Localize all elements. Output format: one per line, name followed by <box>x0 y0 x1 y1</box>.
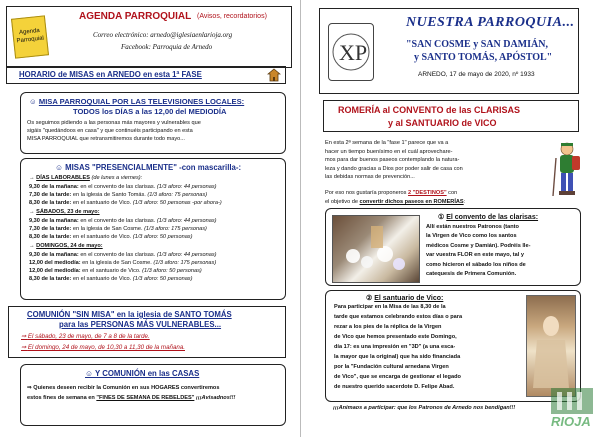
logo-line-2: Parroquial <box>16 35 45 45</box>
destino-2-title: El santuario de Vico: <box>374 295 444 302</box>
schedule-place: en el convento de las clarisas. <box>80 184 157 190</box>
laborables-label <box>29 175 142 181</box>
intro-lines-line: leza y dando gracias a Dios por poder salir de casa con <box>325 165 463 172</box>
intro-para-a: Por eso nos gustaría proponeros <box>325 190 409 196</box>
destino2-lines-line: por la "Fundación cultural arnedana Virgen <box>334 364 449 370</box>
destino2-lines-line: de nuestro querido sacerdote D. Felipe Abad. <box>334 384 455 390</box>
destino2-lines-line: tarde que estamos celebrando estos días o para <box>334 314 463 320</box>
closing-message: ¡¡¡Animaos a participar: que los Patronos de Arnedo nos bendigan!!! <box>333 405 516 411</box>
destino2-lines-line: la mayor que la original) que ha sido financiada <box>334 354 461 360</box>
agenda-logo <box>11 15 49 58</box>
agenda-email: Correo electrónico: arnedo@iglesiaenlarioja.org <box>93 31 233 39</box>
rioja-watermark <box>549 386 595 432</box>
romeria-line1: ROMERÍA al CONVENTO de las CLARISAS <box>338 105 521 115</box>
schedule-time: 8,30 de la tarde: <box>29 234 73 240</box>
intro-lines-line: En esta 2ª semana de la "fase 1" parece que va a <box>325 140 449 146</box>
sin-misa-title-line1: COMUNIÓN "SIN MISA" en la iglesia de SANTO TOMÁS <box>27 310 232 319</box>
agenda-facebook: Facebook: Parroquia de Arnedo <box>121 43 213 51</box>
schedule-row <box>29 184 217 190</box>
schedule-time: 12,00 del mediodía: <box>29 268 83 274</box>
schedule-place: en la iglesia de San Cosme. <box>82 260 154 266</box>
casas-line2 <box>27 395 235 401</box>
schedule-capacity: (1/3 aforo: 175 personas) <box>153 260 217 266</box>
destino1-lines-line: médicos Cosme y Damián). Podréis lle- <box>426 242 531 249</box>
casas-line1 <box>27 385 219 391</box>
romeria-line2: y al SANTUARIO de VICO <box>388 118 497 128</box>
casas-line2-b: "FINES DE SEMANA DE REBELDES" <box>96 395 195 401</box>
schedule-capacity: (1/3 aforo: 175 personas) <box>144 226 207 232</box>
destino-2-box <box>325 290 581 402</box>
schedule-capacity: (1/3 aforo: 50 personas) <box>132 276 193 282</box>
schedule-place: en el santuario de Vico. <box>72 200 133 206</box>
destino2-lines-line: rezar a los pies de la réplica de la Virgen <box>334 324 442 330</box>
horario-title: HORARIO de MISAS en ARNEDO en esta 1ª FASE <box>19 70 202 79</box>
casas-line2-c: ¡¡¡Avisadnos!!! <box>194 395 236 401</box>
hiker-illustration <box>545 140 589 200</box>
destino1-lines-line: catequesis de Primera Comunión. <box>426 271 517 277</box>
sin-misa-item-1-text: El sábado, 23 de mayo, de 7 a 8 de la tarde. <box>27 333 150 340</box>
destino-1-box <box>325 208 581 286</box>
intro-para-c: con <box>446 190 458 196</box>
tv-mass-body-line3: MISA PARROQUIAL que retransmitiremos durante todo mayo... <box>27 136 185 142</box>
agenda-header <box>6 6 292 68</box>
presencial-title <box>55 163 241 172</box>
destino-1-title: El convento de las clarisas: <box>446 214 539 221</box>
destino1-lines-line: como hicieron el sábado los niños de <box>426 261 526 268</box>
schedule-row <box>29 200 222 206</box>
schedule-place: en el santuario de Vico. <box>82 268 143 274</box>
schedule-row <box>29 276 192 282</box>
schedule-time: 12,00 del mediodía: <box>29 260 83 266</box>
sabados-label-text: SÁBADOS, 23 de mayo: <box>36 209 100 215</box>
smile-icon: ☺ <box>85 369 95 378</box>
arrow-icon: → <box>29 175 37 181</box>
schedule-row <box>29 218 217 224</box>
schedule-capacity: (1/3 aforo: 75 personas) <box>147 192 208 198</box>
schedule-place: en el santuario de Vico. <box>72 276 133 282</box>
domingos-label <box>29 243 103 249</box>
destino-1-heading <box>438 213 538 221</box>
sin-misa-title-line2: para las PERSONAS MÁS VULNERABLES... <box>59 320 222 329</box>
chi-rho-logo <box>328 23 374 81</box>
schedule-row <box>29 268 202 274</box>
casas-title <box>85 369 199 378</box>
casas-line2-a: estos fines de semana en <box>27 395 97 401</box>
schedule-place: en la iglesia de San Cosme. <box>72 226 145 232</box>
intro-lines-line: las debidas normas de prevención... <box>325 174 415 181</box>
saints-line1: "SAN COSME y SAN DAMIÁN, <box>406 39 548 50</box>
svg-text:XP: XP <box>339 40 368 65</box>
schedule-place: en la iglesia de Santo Tomás. <box>72 192 148 198</box>
intro-lines-line: mos para dar buenos paseos contemplando la natura- <box>325 157 460 164</box>
house-icon <box>267 68 281 82</box>
destino-1-number: ① <box>438 214 445 221</box>
right-page <box>300 0 600 437</box>
casas-line1-text: Quienes deseen recibir la Comunión en sus HOGARES convertiremos <box>33 385 220 391</box>
sabados-label <box>29 209 100 215</box>
schedule-capacity: (1/3 aforo: 50 personas) <box>142 268 202 274</box>
schedule-time: 8,30 de la tarde: <box>29 276 73 282</box>
schedule-row <box>29 226 207 232</box>
smile-icon: ☺ <box>55 163 66 172</box>
intro-paragraph-line1 <box>325 190 457 196</box>
sin-misa-item-1 <box>21 333 150 340</box>
casas-title-text: Y COMUNIÓN en las CASAS <box>95 369 200 378</box>
arrow-icon: ⇒ <box>21 344 28 351</box>
arrow-icon: → <box>29 209 37 215</box>
presencial-title-text: MISAS "PRESENCIALMENTE" -con mascarilla-: <box>65 163 242 172</box>
schedule-row <box>29 192 207 198</box>
schedule-place: en el santuario de Vico. <box>72 234 133 240</box>
romeria-banner <box>323 100 579 132</box>
tv-mass-title-line1 <box>29 97 244 106</box>
casas-box <box>20 364 286 426</box>
tv-mass-box <box>20 92 286 154</box>
tv-mass-title-line2: TODOS los DÍAS a las 12,00 del MEDIODÍA <box>73 107 227 116</box>
horario-banner <box>6 66 286 84</box>
destino1-lines-line: Allí están nuestros Patronos (tanto <box>426 224 519 230</box>
tv-mass-body-line1: Os seguimos pidiendo a las personas más mayores y vulnerables que <box>27 120 201 126</box>
destino-2-number: ② <box>366 295 373 302</box>
schedule-time: 7,30 de la tarde: <box>29 192 73 198</box>
destino1-lines-line: var vuestra FLOR en este mayo, tal y <box>426 252 524 259</box>
arrow-icon: ⇒ <box>27 385 34 391</box>
tv-mass-body-line2: sigáis "quedándoos en casa" y que continuéis participando en esta <box>27 128 193 134</box>
schedule-capacity: (1/3 aforo: 44 personas) <box>156 252 217 258</box>
destino1-lines-line: la Virgen de Vico como los santos <box>426 233 517 240</box>
intro-para-line2-c: : <box>463 199 466 205</box>
logo-line-1: Agenda <box>18 27 41 37</box>
schedule-capacity: (1/3 aforo: 44 personas) <box>156 218 217 224</box>
intro-para-line2-b: convertir dichos paseos en ROMERÍAS <box>359 199 464 205</box>
presencial-box <box>20 158 286 300</box>
schedule-place: en el convento de las clarisas. <box>80 218 157 224</box>
destino2-lines-line: día 17: es una impresión en "3D" (a una esca- <box>334 344 456 350</box>
agenda-title: AGENDA PARROQUIAL <box>79 11 192 22</box>
schedule-capacity: (1/3 aforo: 44 personas) <box>156 184 217 190</box>
schedule-time: 9,30 de la mañana: <box>29 184 81 190</box>
intro-lines-line: hacer un tiempo buenísimo en el cuál aprovechare- <box>325 148 453 155</box>
schedule-time: 9,30 de la mañana: <box>29 252 81 258</box>
destino-2-heading <box>366 294 443 302</box>
laborables-label-text: DÍAS LABORABLES <box>36 175 90 181</box>
schedule-capacity: (1/3 aforo: 50 personas) <box>132 234 193 240</box>
saints-line2: y SANTO TOMÁS, APÓSTOL" <box>414 52 553 63</box>
domingos-label-text: DOMINGOS, 24 de mayo: <box>36 243 103 249</box>
sin-misa-box <box>8 306 286 358</box>
schedule-time: 7,30 de la tarde: <box>29 226 73 232</box>
smile-icon: ☺ <box>29 97 39 106</box>
schedule-time: 8,30 de la tarde: <box>29 200 73 206</box>
convent-flowers-photo <box>332 215 420 283</box>
destino2-lines-line: Para participar en la Misa de las 8,30 de la <box>334 304 446 310</box>
destino2-lines-line: de Vico que hemos presentado este Domingo, <box>334 334 457 340</box>
schedule-time: 9,30 de la mañana: <box>29 218 81 224</box>
schedule-row <box>29 234 192 240</box>
watermark-text: RIOJA <box>551 414 591 429</box>
destino2-lines-line: de Vico", que se encarga de gestionar el legado <box>334 374 461 380</box>
agenda-subtitle: (Avisos, recordatorios) <box>197 13 267 20</box>
schedule-place: en el convento de las clarisas. <box>80 252 157 258</box>
schedule-capacity: (1/3 aforo: 50 personas -por ahora-) <box>132 200 222 206</box>
tv-mass-title-text: MISA PARROQUIAL POR LAS TELEVISIONES LOCALES: <box>38 97 245 106</box>
sin-misa-item-2-text: El domingo, 24 de mayo, de 10,30 a 11,30 de la mañana. <box>27 344 185 351</box>
schedule-row <box>29 260 216 266</box>
parroquia-title: NUESTRA PARROQUIA... <box>406 15 575 30</box>
laborables-note: (de lunes a viernes): <box>91 175 143 181</box>
arrow-icon: → <box>29 243 37 249</box>
arrow-icon: ⇒ <box>21 333 28 340</box>
parroquia-header <box>319 8 579 94</box>
bulletin-date: ARNEDO, 17 de mayo de 2020, nº 1933 <box>418 71 535 78</box>
intro-para-line2-a: el objetivo de <box>325 199 360 205</box>
sin-misa-item-2 <box>21 344 185 351</box>
intro-paragraph-line2 <box>325 199 465 205</box>
intro-para-destinos: 2 "DESTINOS" <box>408 190 447 196</box>
virgin-replica-photo <box>526 295 576 397</box>
schedule-row <box>29 252 217 258</box>
